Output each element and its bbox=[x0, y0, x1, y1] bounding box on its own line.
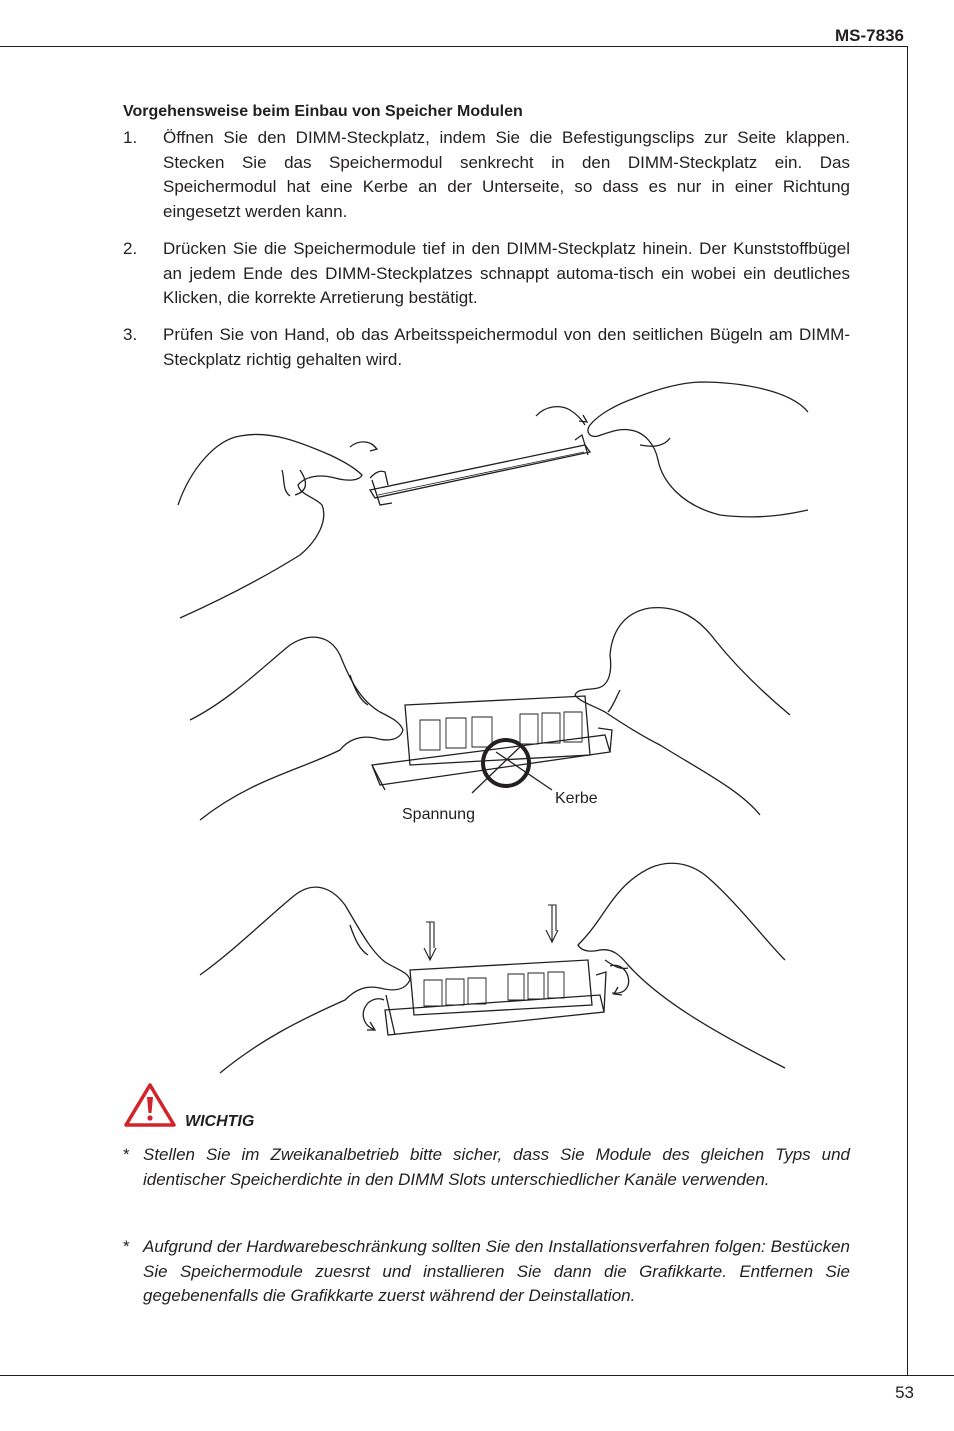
step-text: Öffnen Sie den DIMM-Steckplatz, indem Sie die Befestigungsclips zur Seite klappen. Stecken Sie das Speichermodul senkrecht in den DIMM-Steckplatz ein. Das Speichermodul hat eine Kerbe an der Unterseite, so dass es nur in einer Richtung eingesetzt werden kann. bbox=[163, 128, 850, 221]
warning-note-2 bbox=[123, 1235, 850, 1309]
step-number: 3. bbox=[123, 325, 138, 344]
warning-note-1 bbox=[123, 1143, 850, 1192]
warning-icon bbox=[124, 1082, 176, 1128]
page-number: 53 bbox=[895, 1383, 914, 1402]
note-text: Stellen Sie im Zweikanalbetrieb bitte sicher, dass Sie Module des gleichen Typs und identischer Speicherdichte in den DIMM Slots unterschiedlicher Kanäle verwenden. bbox=[143, 1145, 850, 1189]
step-number: 1. bbox=[123, 128, 138, 147]
warning-title: WICHTIG bbox=[185, 1113, 255, 1130]
model-number: MS-7836 bbox=[835, 26, 904, 45]
key-label: Spannung bbox=[402, 806, 475, 823]
panel-insert-module bbox=[190, 608, 790, 820]
note-bullet: * bbox=[123, 1145, 130, 1164]
note-text: Aufgrund der Hardwarebeschränkung sollten Sie den Installationsverfahren folgen: Bestücken Sie Speichermodule zuesrst und installieren Sie dann die Grafikkarte. Entfernen Sie gegebenenfalls die Grafikkarte zuerst während der Deinstallation. bbox=[143, 1237, 850, 1306]
section-title: Vorgehensweise beim Einbau von Speicher Modulen bbox=[123, 103, 523, 120]
panel-press-module bbox=[200, 863, 785, 1073]
panel-open-clips bbox=[178, 382, 808, 618]
note-bullet: * bbox=[123, 1237, 130, 1256]
notch-label: Kerbe bbox=[555, 790, 598, 807]
step-text: Prüfen Sie von Hand, ob das Arbeitsspeichermodul von den seitlichen Bügeln am DIMM-Steckplatz richtig gehalten wird. bbox=[163, 325, 850, 369]
step-number: 2. bbox=[123, 239, 138, 258]
step-text: Drücken Sie die Speichermodule tief in den DIMM-Steckplatz hinein. Der Kunststoffbügel an jedem Ende des DIMM-Steckplatzes schnappt automa-tisch ein wobei ein deutliches Klicken, die korrekte Arretierung bestätigt. bbox=[163, 239, 850, 308]
